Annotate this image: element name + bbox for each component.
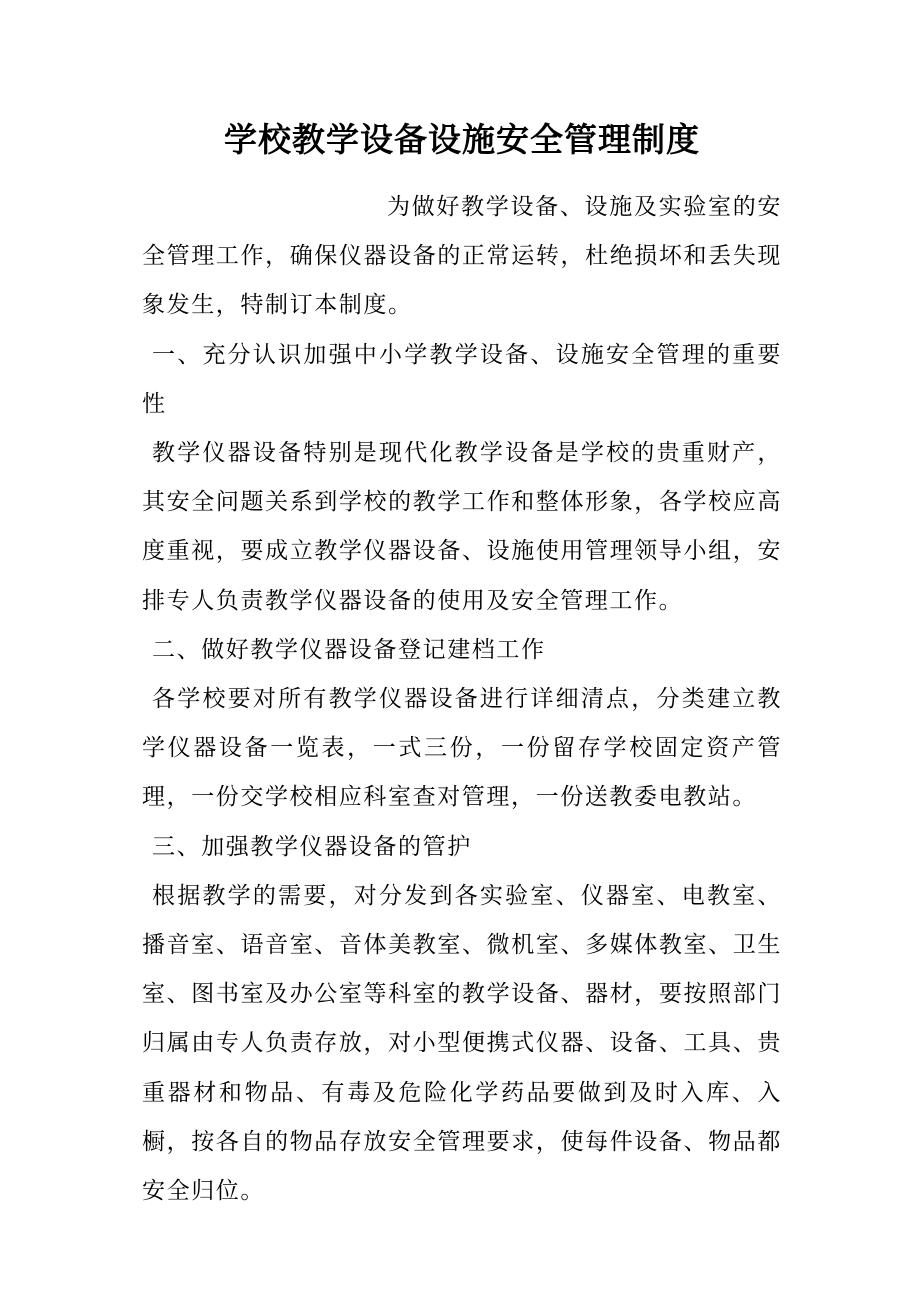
document-body <box>142 183 782 1216</box>
section-heading-2: 二、做好教学仪器设备登记建档工作 <box>152 636 546 663</box>
section-paragraph-2: 各学校要对所有教学仪器设备进行详细清点，分类建立教学仪器设备一览表，一式三份，一份留存学校固定资产管理，一份交学校相应科室查对管理，一份送教委电教站。 <box>142 686 782 811</box>
section-paragraph-3: 根据教学的需要，对分发到各实验室、仪器室、电教室、播音室、语音室、音体美教室、微机室、多媒体教室、卫生室、图书室及办公室等科室的教学设备、器材，要按照部门归属由专人负责存放，对小型便携式仪器、设备、工具、贵重器材和物品、有毒及危险化学药品要做到及时入库、入橱，按各自的物品存放安全管理要求，使每件设备、物品都安全归位。 <box>142 882 782 1205</box>
section-heading-1: 一、充分认识加强中小学教学设备、设施安全管理的重要性 <box>142 341 782 417</box>
section-heading-3: 三、加强教学仪器设备的管护 <box>152 833 472 860</box>
section-paragraph-1: 教学仪器设备特别是现代化教学设备是学校的贵重财产，其安全问题关系到学校的教学工作和整体形象，各学校应高度重视，要成立教学仪器设备、设施使用管理领导小组，安排专人负责教学仪器设备的使用及安全管理工作。 <box>142 440 782 614</box>
intro-paragraph: 为做好教学设备、设施及实验室的安全管理工作，确保仪器设备的正常运转，杜绝损坏和丢失现象发生，特制订本制度。 <box>142 194 782 319</box>
document-title: 学校教学设备设施安全管理制度 <box>224 120 700 159</box>
